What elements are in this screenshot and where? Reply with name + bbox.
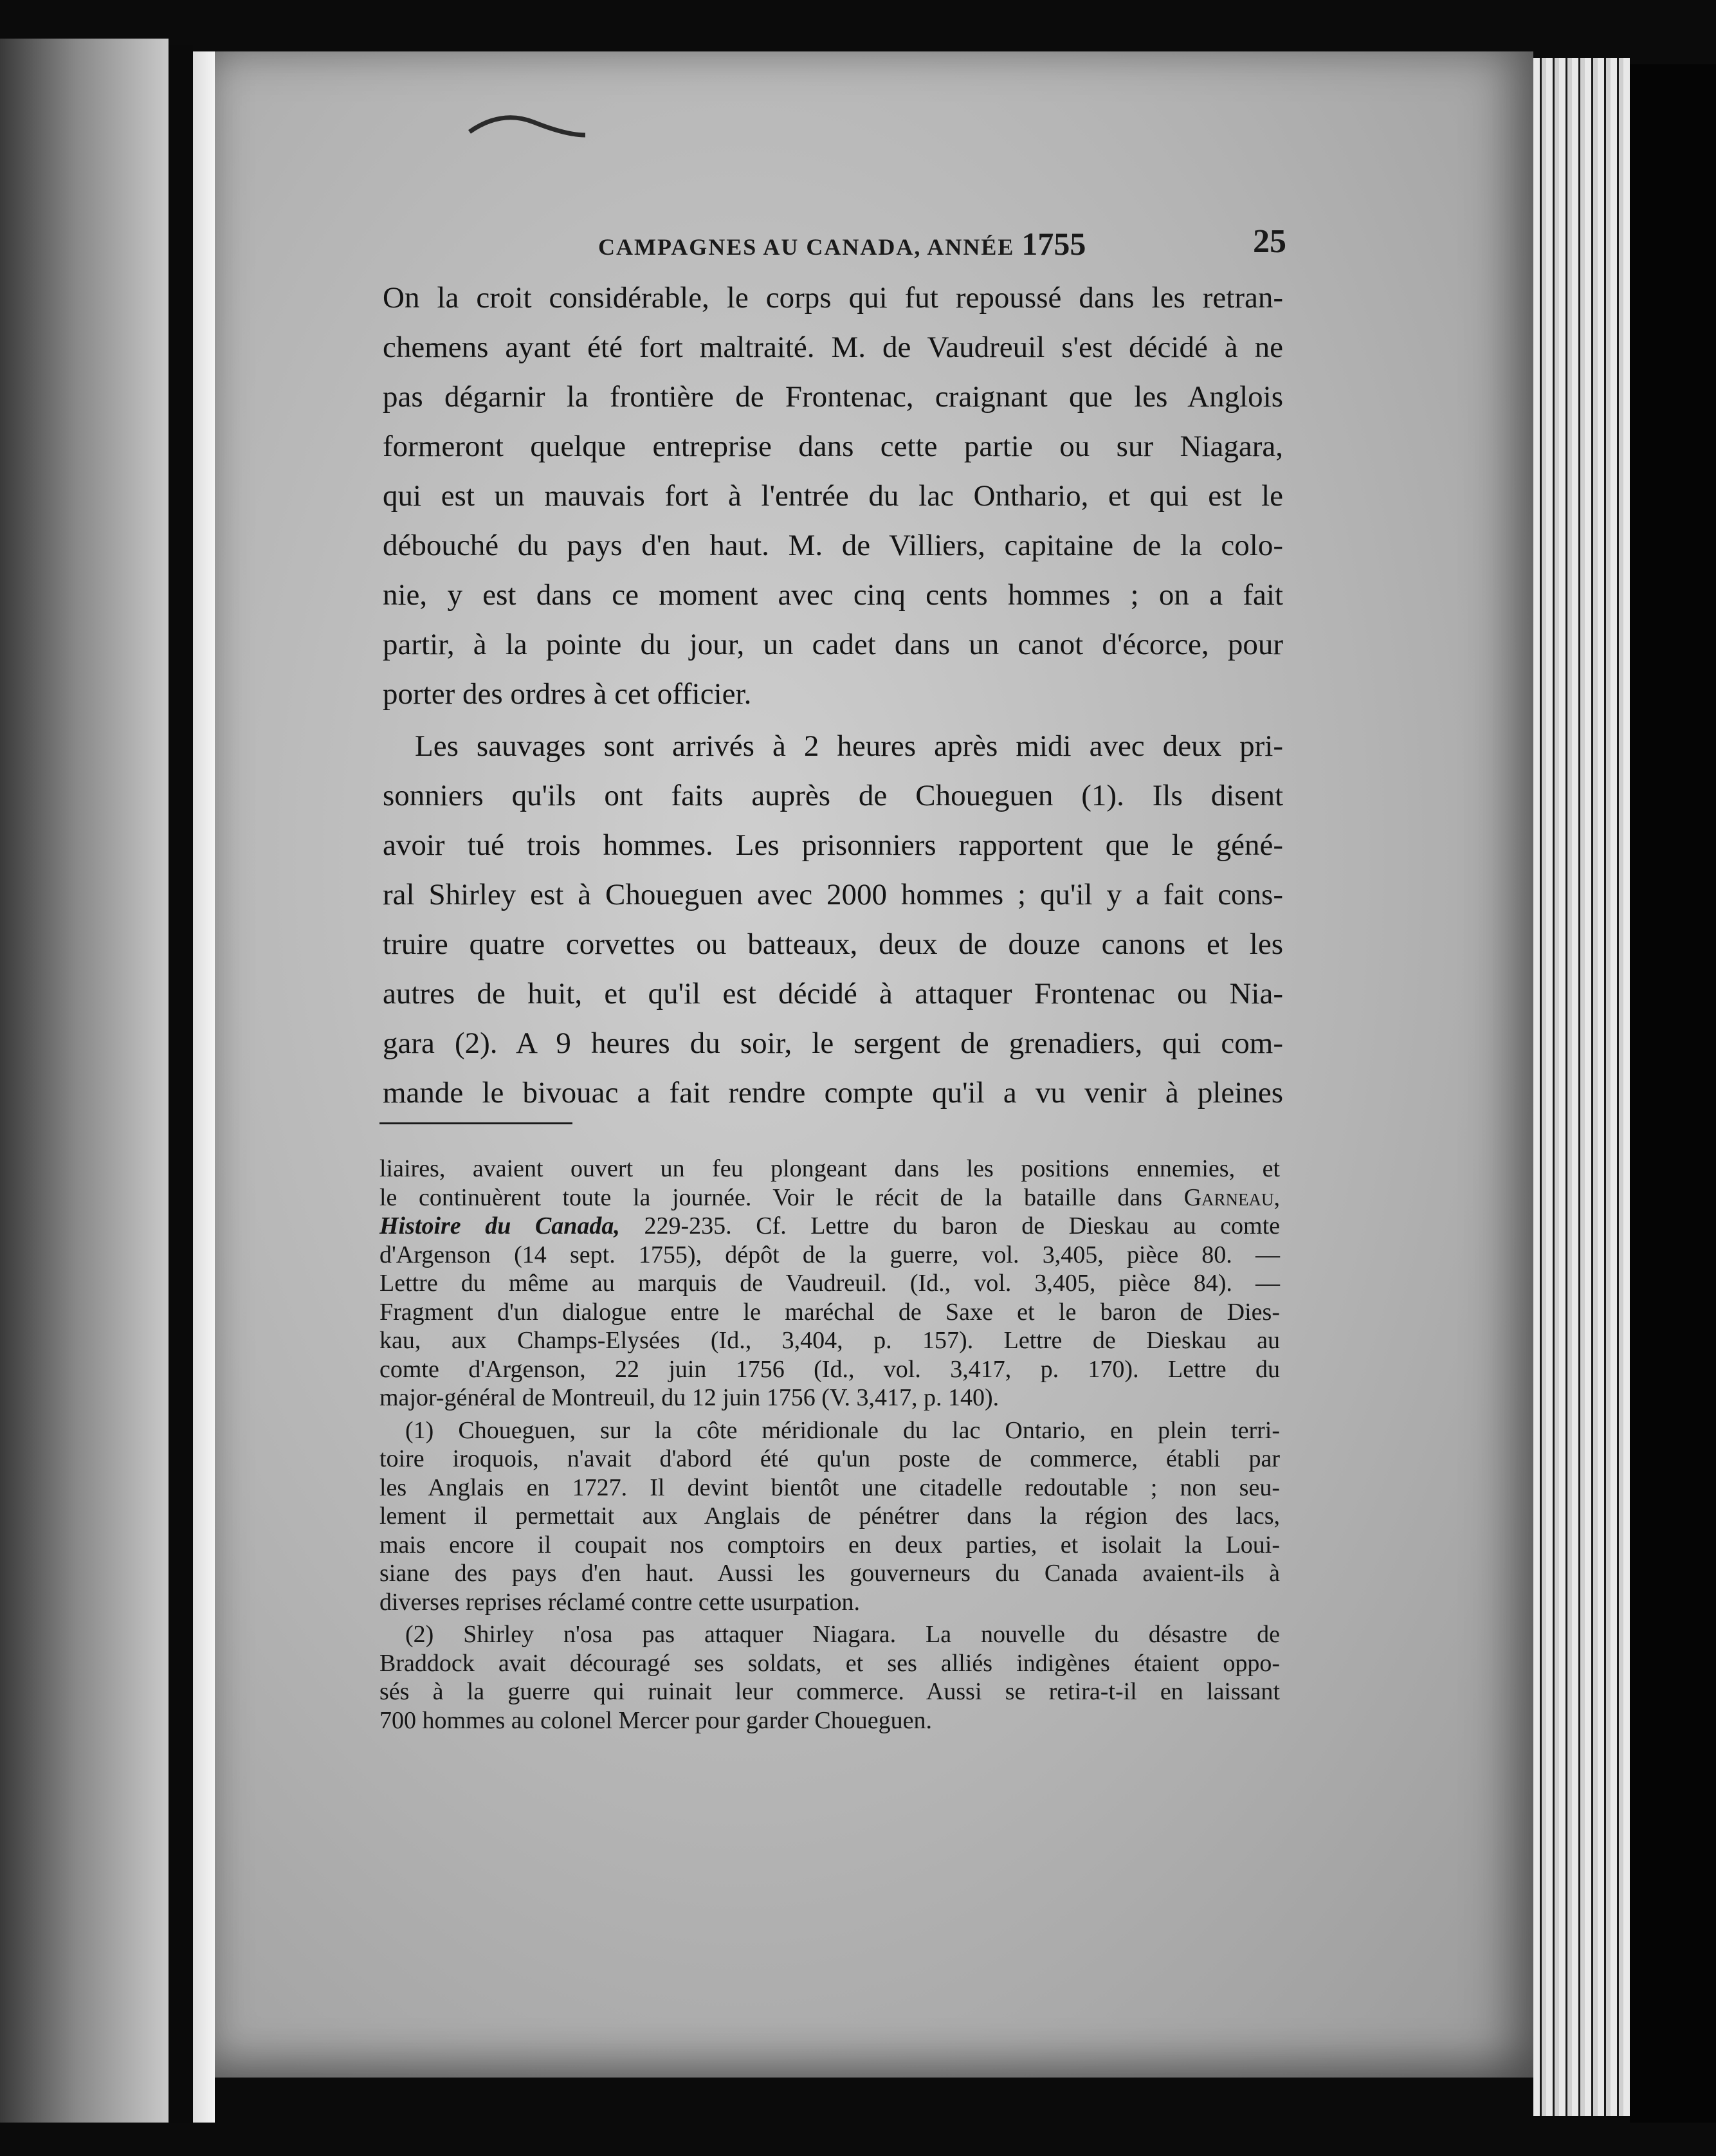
scan-background [1630,64,1716,2123]
page-edges [1533,58,1630,2116]
text-line: truire quatre corvettes ou batteaux, deux de douze canons et les [383,927,1283,961]
running-head [379,225,1286,270]
footnote-line: 700 hommes au colonel Mercer pour garder Choueguen. [379,1706,932,1734]
footnote-line: (1) Choueguen, sur la côte méridionale du lac Ontario, en plein terri- [405,1416,1280,1444]
text-line: qui est un mauvais fort à l'entrée du lac Onthario, et qui est le [383,479,1283,513]
footnote-line: major-général de Montreuil, du 12 juin 1756 (V. 3,417, p. 140). [379,1384,999,1411]
text-line: pas dégarnir la frontière de Frontenac, craignant que les Anglois [383,380,1283,414]
book-gutter [169,45,193,2123]
text-line: débouché du pays d'en haut. M. de Villiers, capitaine de la colo- [383,529,1283,562]
footnote-line: Braddock avait découragé ses soldats, et ses alliés indigènes étaient oppo- [379,1649,1280,1677]
body-text [383,273,1283,1118]
author-name: Garneau, [1183,1183,1281,1211]
text-line: ral Shirley est à Choueguen avec 2000 hommes ; qu'il y a fait cons- [383,878,1283,911]
footnote-line: lement il permettait aux Anglais de pénétrer dans la région des lacs, [379,1503,1280,1530]
text-line: autres de huit, et qu'il est décidé à attaquer Frontenac ou Nia- [383,977,1283,1010]
text-line: On la croit considérable, le corps qui fut repoussé dans les retran- [383,281,1283,315]
footnote-line: comte d'Argenson, 22 juin 1756 (Id., vol. 3,417, p. 170). Lettre du [379,1355,1280,1383]
facing-page-edge [0,39,169,2123]
text-line: gara (2). A 9 heures du soir, le sergent de grenadiers, qui com- [383,1027,1283,1060]
text-line: porter des ordres à cet officier. [383,677,752,711]
text-line: partir, à la pointe du jour, un cadet dans un canot d'écorce, pour [383,628,1283,661]
gutter-highlight [193,51,215,2123]
footnote-line: siane des pays d'en haut. Aussi les gouverneurs du Canada avaient-ils à [379,1560,1280,1587]
book-title: Histoire du Canada, [379,1212,620,1239]
text-line: avoir tué trois hommes. Les prisonniers rapportent que le géné- [383,828,1283,862]
footnote-rule [379,1122,572,1124]
footnote-line: toire iroquois, n'avait d'abord été qu'un poste de commerce, établi par [379,1445,1280,1472]
footnote-line: diverses reprises réclamé contre cette usurpation. [379,1588,861,1616]
footnotes [379,1155,1280,1735]
footnote-line: liaires, avaient ouvert un feu plongeant dans les positions ennemies, et [379,1155,1280,1182]
text-line: formeront quelque entreprise dans cette partie ou sur Niagara, [383,430,1283,463]
running-head-text: CAMPAGNES AU CANADA, ANNÉE [598,234,1015,260]
running-head-year: 1755 [1021,226,1086,262]
footnote-line [379,1183,1280,1212]
footnote-line: kau, aux Champs-Elysées (Id., 3,404, p. 157). Lettre de Dieskau au [379,1327,1280,1354]
text-line: chemens ayant été fort maltraité. M. de Vaudreuil s'est décidé à ne [383,331,1283,364]
footnote-line: les Anglais en 1727. Il devint bientôt une citadelle redoutable ; non seu- [379,1474,1280,1501]
text-line: nie, y est dans ce moment avec cinq cents hommes ; on a fait [383,578,1283,612]
ornament-icon [463,103,592,148]
footnote-line: Lettre du même au marquis de Vaudreuil. (Id., vol. 3,405, pièce 84). — [379,1270,1280,1297]
footnote-line: (2) Shirley n'osa pas attaquer Niagara. La nouvelle du désastre de [405,1621,1280,1648]
text-line: sonniers qu'ils ont faits auprès de Choueguen (1). Ils disent [383,779,1283,812]
footnote-text: le continuèrent toute la journée. Voir le récit de la bataille dans [379,1183,1162,1211]
footnote-line [379,1212,1280,1241]
running-head-title [598,225,1086,262]
page-number: 25 [1253,223,1286,260]
footnote-line: d'Argenson (14 sept. 1755), dépôt de la guerre, vol. 3,405, pièce 80. — [379,1241,1280,1268]
footnote-line: Fragment d'un dialogue entre le maréchal de Saxe et le baron de Dies- [379,1298,1280,1326]
footnote-text: 229-235. Cf. Lettre du baron de Dieskau au comte [644,1212,1281,1239]
text-line: Les sauvages sont arrivés à 2 heures après midi avec deux pri- [415,729,1283,763]
footnote-line: sés à la guerre qui ruinait leur commerce. Aussi se retira-t-il en laissant [379,1678,1280,1705]
text-line: mande le bivouac a fait rendre compte qu'il a vu venir à pleines [383,1076,1283,1110]
footnote-line: mais encore il coupait nos comptoirs en deux parties, et isolait la Loui- [379,1531,1280,1558]
